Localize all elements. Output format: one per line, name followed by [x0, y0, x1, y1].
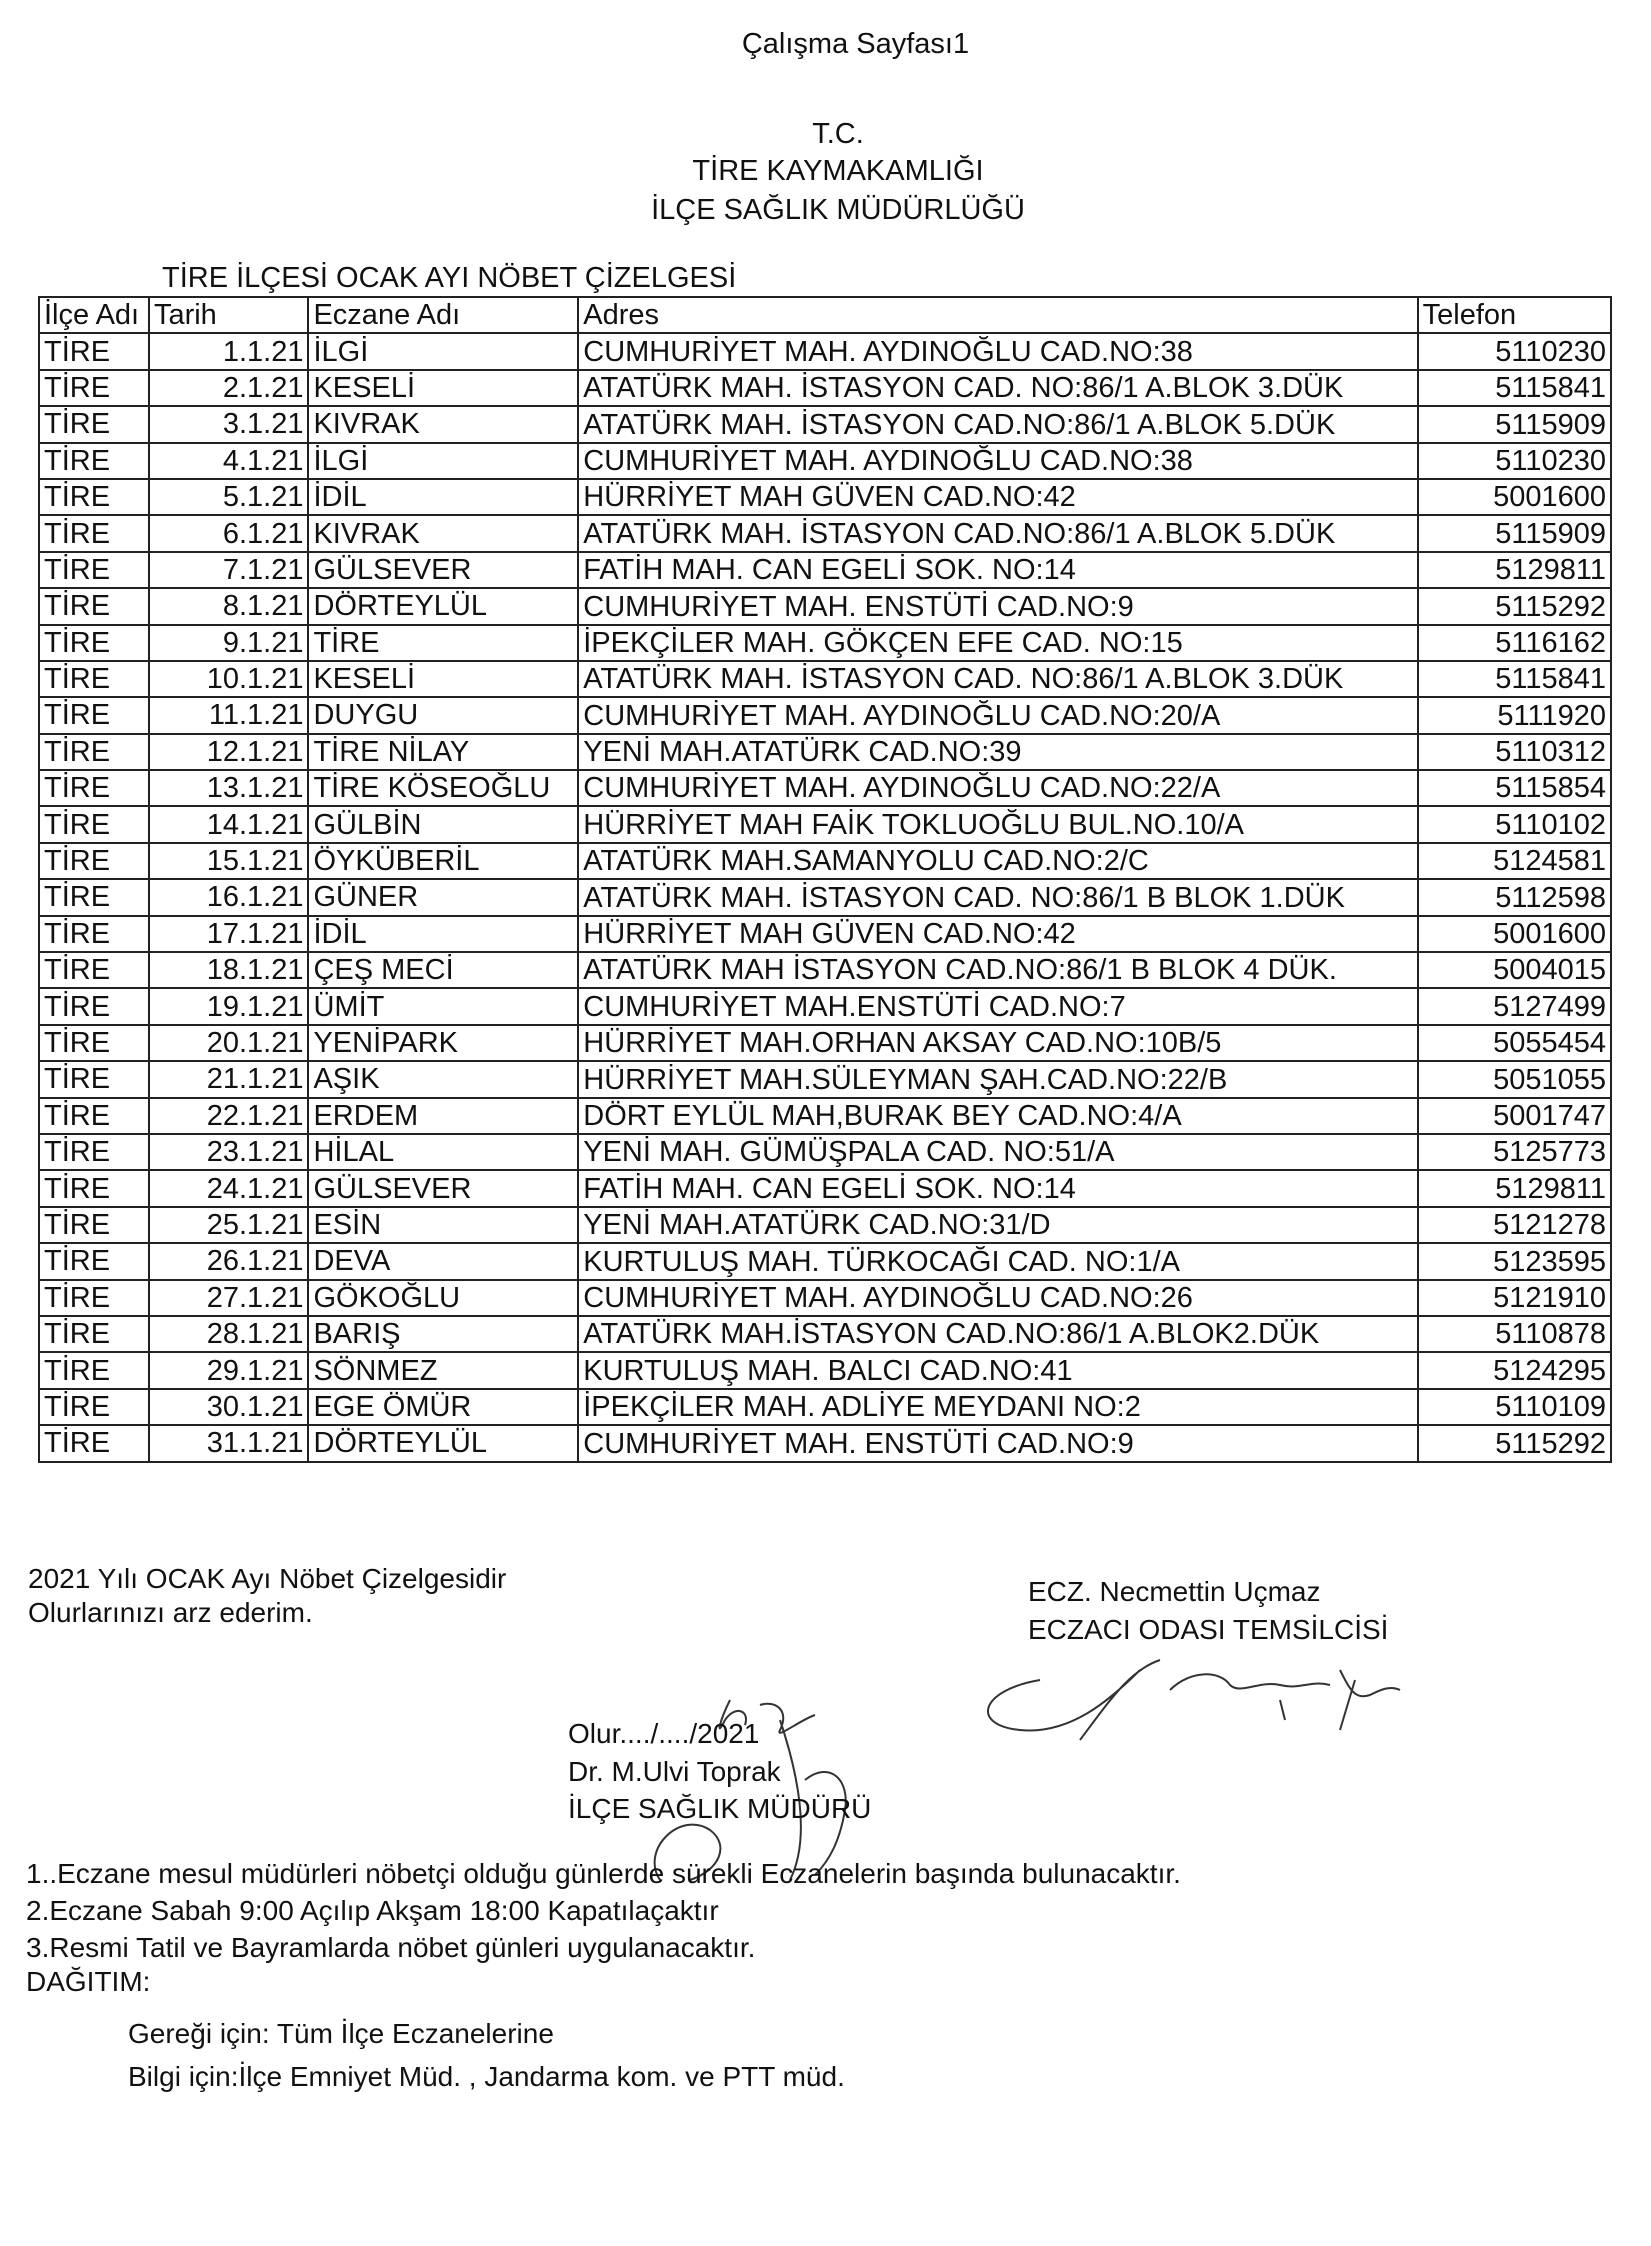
district-cell: TİRE	[39, 1316, 149, 1352]
table-row	[39, 1389, 1611, 1425]
phone-cell: 5115841	[1418, 661, 1611, 697]
date-cell: 24.1.21	[149, 1170, 309, 1206]
address-cell: ATATÜRK MAH. İSTASYON CAD.NO:86/1 A.BLOK 5.DÜK	[578, 515, 1417, 551]
address-cell: CUMHURİYET MAH. AYDINOĞLU CAD.NO:38	[578, 443, 1417, 479]
address-cell: KURTULUŞ MAH. TÜRKOCAĞI CAD. NO:1/A	[578, 1243, 1417, 1279]
phone-cell: 5111920	[1418, 697, 1611, 733]
pharmacy-cell: YENİPARK	[308, 1025, 578, 1061]
table-row	[39, 734, 1611, 770]
phone-cell: 5115909	[1418, 406, 1611, 442]
date-cell: 4.1.21	[149, 443, 309, 479]
table-row	[39, 952, 1611, 988]
phone-cell: 5110109	[1418, 1389, 1611, 1425]
pharmacy-cell: BARIŞ	[308, 1316, 578, 1352]
table-title: TİRE İLÇESİ OCAK AYI NÖBET ÇİZELGESİ	[162, 262, 737, 294]
district-cell: TİRE	[39, 1134, 149, 1170]
table-row	[39, 515, 1611, 551]
date-cell: 8.1.21	[149, 588, 309, 624]
address-cell: HÜRRİYET MAH GÜVEN CAD.NO:42	[578, 479, 1417, 515]
district-cell: TİRE	[39, 661, 149, 697]
date-cell: 15.1.21	[149, 843, 309, 879]
address-cell: KURTULUŞ MAH. BALCI CAD.NO:41	[578, 1352, 1417, 1388]
pharmacy-cell: İDİL	[308, 479, 578, 515]
district-cell: TİRE	[39, 1243, 149, 1279]
district-cell: TİRE	[39, 1425, 149, 1461]
phone-cell: 5110230	[1418, 443, 1611, 479]
table-row	[39, 588, 1611, 624]
pharmacy-cell: GÜLBİN	[308, 806, 578, 842]
date-cell: 11.1.21	[149, 697, 309, 733]
pharmacy-cell: İDİL	[308, 916, 578, 952]
district-cell: TİRE	[39, 806, 149, 842]
sheet-title: Çalışma Sayfası1	[741, 28, 970, 60]
pharmacy-cell: ESİN	[308, 1207, 578, 1243]
rule-1: 1..Eczane mesul müdürleri nöbetçi olduğu günlerde sürekli Eczanelerin başında bulunacaktır.	[26, 1858, 1181, 1889]
phone-cell: 5129811	[1418, 552, 1611, 588]
district-cell: TİRE	[39, 1025, 149, 1061]
district-cell: TİRE	[39, 952, 149, 988]
table-row	[39, 370, 1611, 406]
table-row	[39, 806, 1611, 842]
date-cell: 17.1.21	[149, 916, 309, 952]
address-cell: CUMHURİYET MAH. ENSTÜTİ CAD.NO:9	[578, 588, 1417, 624]
table-row	[39, 406, 1611, 442]
table-row	[39, 1098, 1611, 1134]
district-cell: TİRE	[39, 1061, 149, 1097]
phone-cell: 5004015	[1418, 952, 1611, 988]
approval-line: Olur..../..../2021	[568, 1718, 760, 1749]
pharmacy-cell: TİRE	[308, 625, 578, 661]
approval-doctor-title: İLÇE SAĞLIK MÜDÜRÜ	[568, 1793, 872, 1824]
address-cell: CUMHURİYET MAH. AYDINOĞLU CAD.NO:26	[578, 1280, 1417, 1316]
pharmacy-cell: GÜLSEVER	[308, 552, 578, 588]
phone-cell: 5121278	[1418, 1207, 1611, 1243]
date-cell: 12.1.21	[149, 734, 309, 770]
pharmacy-cell: GÖKOĞLU	[308, 1280, 578, 1316]
address-cell: CUMHURİYET MAH. AYDINOĞLU CAD.NO:20/A	[578, 697, 1417, 733]
district-cell: TİRE	[39, 1098, 149, 1134]
table-row	[39, 333, 1611, 369]
header-line-2: TİRE KAYMAKAMLIĞI	[692, 155, 984, 187]
table-row	[39, 552, 1611, 588]
district-cell: TİRE	[39, 1389, 149, 1425]
phone-cell: 5055454	[1418, 1025, 1611, 1061]
phone-cell: 5124581	[1418, 843, 1611, 879]
address-cell: ATATÜRK MAH. İSTASYON CAD. NO:86/1 B BLOK 1.DÜK	[578, 879, 1417, 915]
rule-3: 3.Resmi Tatil ve Bayramlarda nöbet günleri uygulanacaktır.	[26, 1932, 756, 1963]
address-cell: ATATÜRK MAH.SAMANYOLU CAD.NO:2/C	[578, 843, 1417, 879]
pharmacy-cell: TİRE NİLAY	[308, 734, 578, 770]
district-cell: TİRE	[39, 1352, 149, 1388]
duty-schedule-table	[38, 296, 1612, 1463]
address-cell: İPEKÇİLER MAH. ADLİYE MEYDANI NO:2	[578, 1389, 1417, 1425]
header-line-1: T.C.	[812, 118, 864, 150]
date-cell: 30.1.21	[149, 1389, 309, 1425]
district-cell: TİRE	[39, 588, 149, 624]
district-cell: TİRE	[39, 1170, 149, 1206]
address-cell: İPEKÇİLER MAH. GÖKÇEN EFE CAD. NO:15	[578, 625, 1417, 661]
table-row	[39, 1352, 1611, 1388]
pharmacy-cell: KIVRAK	[308, 515, 578, 551]
district-cell: TİRE	[39, 916, 149, 952]
date-cell: 13.1.21	[149, 770, 309, 806]
date-cell: 18.1.21	[149, 952, 309, 988]
district-cell: TİRE	[39, 770, 149, 806]
pharmacy-cell: İLGİ	[308, 333, 578, 369]
table-row	[39, 988, 1611, 1024]
column-header-phone: Telefon	[1418, 297, 1611, 333]
date-cell: 10.1.21	[149, 661, 309, 697]
pharmacy-cell: AŞIK	[308, 1061, 578, 1097]
date-cell: 29.1.21	[149, 1352, 309, 1388]
table-row	[39, 443, 1611, 479]
date-cell: 1.1.21	[149, 333, 309, 369]
district-cell: TİRE	[39, 879, 149, 915]
district-cell: TİRE	[39, 370, 149, 406]
pharmacy-cell: KIVRAK	[308, 406, 578, 442]
phone-cell: 5123595	[1418, 1243, 1611, 1279]
distribution-line-1: Gereği için: Tüm İlçe Eczanelerine	[128, 2018, 554, 2049]
district-cell: TİRE	[39, 406, 149, 442]
district-cell: TİRE	[39, 1207, 149, 1243]
pharmacy-cell: SÖNMEZ	[308, 1352, 578, 1388]
date-cell: 3.1.21	[149, 406, 309, 442]
table-header-row	[39, 297, 1611, 333]
table-row	[39, 697, 1611, 733]
table-row	[39, 625, 1611, 661]
district-cell: TİRE	[39, 333, 149, 369]
table-row	[39, 1025, 1611, 1061]
address-cell: HÜRRİYET MAH GÜVEN CAD.NO:42	[578, 916, 1417, 952]
date-cell: 20.1.21	[149, 1025, 309, 1061]
district-cell: TİRE	[39, 625, 149, 661]
date-cell: 22.1.21	[149, 1098, 309, 1134]
district-cell: TİRE	[39, 515, 149, 551]
district-cell: TİRE	[39, 734, 149, 770]
pharmacy-cell: EGE ÖMÜR	[308, 1389, 578, 1425]
address-cell: ATATÜRK MAH.İSTASYON CAD.NO:86/1 A.BLOK2.DÜK	[578, 1316, 1417, 1352]
table-row	[39, 1425, 1611, 1461]
signatory-name: ECZ. Necmettin Uçmaz	[1028, 1576, 1321, 1607]
table-row	[39, 770, 1611, 806]
phone-cell: 5121910	[1418, 1280, 1611, 1316]
district-cell: TİRE	[39, 479, 149, 515]
phone-cell: 5112598	[1418, 879, 1611, 915]
phone-cell: 5125773	[1418, 1134, 1611, 1170]
date-cell: 26.1.21	[149, 1243, 309, 1279]
address-cell: ATATÜRK MAH. İSTASYON CAD. NO:86/1 A.BLOK 3.DÜK	[578, 661, 1417, 697]
table-row	[39, 1280, 1611, 1316]
pharmacy-cell: DÖRTEYLÜL	[308, 1425, 578, 1461]
phone-cell: 5051055	[1418, 1061, 1611, 1097]
table-body	[39, 333, 1611, 1461]
pharmacy-cell: DEVA	[308, 1243, 578, 1279]
address-cell: CUMHURİYET MAH. AYDINOĞLU CAD.NO:38	[578, 333, 1417, 369]
phone-cell: 5110312	[1418, 734, 1611, 770]
distribution-heading: DAĞITIM:	[26, 1966, 151, 1997]
date-cell: 21.1.21	[149, 1061, 309, 1097]
table-row	[39, 1061, 1611, 1097]
signatory-title: ECZACI ODASI TEMSİLCİSİ	[1028, 1614, 1389, 1645]
date-cell: 5.1.21	[149, 479, 309, 515]
phone-cell: 5129811	[1418, 1170, 1611, 1206]
pharmacy-cell: DÖRTEYLÜL	[308, 588, 578, 624]
address-cell: HÜRRİYET MAH.SÜLEYMAN ŞAH.CAD.NO:22/B	[578, 1061, 1417, 1097]
phone-cell: 5110878	[1418, 1316, 1611, 1352]
phone-cell: 5127499	[1418, 988, 1611, 1024]
date-cell: 16.1.21	[149, 879, 309, 915]
pharmacy-cell: ÖYKÜBERİL	[308, 843, 578, 879]
approval-doctor-name: Dr. M.Ulvi Toprak	[568, 1756, 781, 1787]
table-row	[39, 1316, 1611, 1352]
date-cell: 31.1.21	[149, 1425, 309, 1461]
phone-cell: 5116162	[1418, 625, 1611, 661]
date-cell: 9.1.21	[149, 625, 309, 661]
district-cell: TİRE	[39, 843, 149, 879]
column-header-address: Adres	[578, 297, 1417, 333]
pharmacy-cell: ERDEM	[308, 1098, 578, 1134]
table-row	[39, 1170, 1611, 1206]
pharmacy-cell: ÇEŞ MECİ	[308, 952, 578, 988]
date-cell: 7.1.21	[149, 552, 309, 588]
column-header-date: Tarih	[149, 297, 309, 333]
table-row	[39, 1134, 1611, 1170]
column-header-district: İlçe Adı	[39, 297, 149, 333]
phone-cell: 5115841	[1418, 370, 1611, 406]
district-cell: TİRE	[39, 988, 149, 1024]
pharmacy-cell: DUYGU	[308, 697, 578, 733]
date-cell: 27.1.21	[149, 1280, 309, 1316]
pharmacy-cell: GÜLSEVER	[308, 1170, 578, 1206]
date-cell: 28.1.21	[149, 1316, 309, 1352]
district-cell: TİRE	[39, 552, 149, 588]
note-line-2: Olurlarınızı arz ederim.	[28, 1597, 313, 1628]
table-row	[39, 1207, 1611, 1243]
address-cell: CUMHURİYET MAH. ENSTÜTİ CAD.NO:9	[578, 1425, 1417, 1461]
pharmacy-cell: İLGİ	[308, 443, 578, 479]
phone-cell: 5124295	[1418, 1352, 1611, 1388]
address-cell: FATİH MAH. CAN EGELİ SOK. NO:14	[578, 552, 1417, 588]
handwritten-signature	[960, 1640, 1420, 1750]
date-cell: 25.1.21	[149, 1207, 309, 1243]
district-cell: TİRE	[39, 443, 149, 479]
table-row	[39, 661, 1611, 697]
pharmacy-cell: TİRE KÖSEOĞLU	[308, 770, 578, 806]
phone-cell: 5115909	[1418, 515, 1611, 551]
phone-cell: 5115292	[1418, 1425, 1611, 1461]
address-cell: CUMHURİYET MAH.ENSTÜTİ CAD.NO:7	[578, 988, 1417, 1024]
table-row	[39, 479, 1611, 515]
note-line-1: 2021 Yılı OCAK Ayı Nöbet Çizelgesidir	[28, 1563, 507, 1594]
address-cell: CUMHURİYET MAH. AYDINOĞLU CAD.NO:22/A	[578, 770, 1417, 806]
phone-cell: 5001600	[1418, 916, 1611, 952]
pharmacy-cell: HİLAL	[308, 1134, 578, 1170]
address-cell: ATATÜRK MAH. İSTASYON CAD.NO:86/1 A.BLOK 5.DÜK	[578, 406, 1417, 442]
distribution-line-2: Bilgi için:İlçe Emniyet Müd. , Jandarma kom. ve PTT müd.	[128, 2061, 845, 2092]
phone-cell: 5001600	[1418, 479, 1611, 515]
table-row	[39, 916, 1611, 952]
address-cell: FATİH MAH. CAN EGELİ SOK. NO:14	[578, 1170, 1417, 1206]
address-cell: ATATÜRK MAH. İSTASYON CAD. NO:86/1 A.BLOK 3.DÜK	[578, 370, 1417, 406]
phone-cell: 5115854	[1418, 770, 1611, 806]
rule-2: 2.Eczane Sabah 9:00 Açılıp Akşam 18:00 Kapatılaçaktır	[26, 1895, 719, 1926]
date-cell: 6.1.21	[149, 515, 309, 551]
address-cell: ATATÜRK MAH İSTASYON CAD.NO:86/1 B BLOK 4 DÜK.	[578, 952, 1417, 988]
table-row	[39, 1243, 1611, 1279]
date-cell: 14.1.21	[149, 806, 309, 842]
pharmacy-cell: GÜNER	[308, 879, 578, 915]
address-cell: HÜRRİYET MAH.ORHAN AKSAY CAD.NO:10B/5	[578, 1025, 1417, 1061]
date-cell: 23.1.21	[149, 1134, 309, 1170]
address-cell: YENİ MAH.ATATÜRK CAD.NO:39	[578, 734, 1417, 770]
date-cell: 19.1.21	[149, 988, 309, 1024]
header-line-3: İLÇE SAĞLIK MÜDÜRLÜĞÜ	[651, 194, 1025, 226]
address-cell: DÖRT EYLÜL MAH,BURAK BEY CAD.NO:4/A	[578, 1098, 1417, 1134]
column-header-pharmacy: Eczane Adı	[308, 297, 578, 333]
address-cell: YENİ MAH.ATATÜRK CAD.NO:31/D	[578, 1207, 1417, 1243]
district-cell: TİRE	[39, 697, 149, 733]
pharmacy-cell: KESELİ	[308, 661, 578, 697]
table-row	[39, 879, 1611, 915]
phone-cell: 5115292	[1418, 588, 1611, 624]
pharmacy-cell: ÜMİT	[308, 988, 578, 1024]
phone-cell: 5110230	[1418, 333, 1611, 369]
address-cell: HÜRRİYET MAH FAİK TOKLUOĞLU BUL.NO.10/A	[578, 806, 1417, 842]
date-cell: 2.1.21	[149, 370, 309, 406]
phone-cell: 5001747	[1418, 1098, 1611, 1134]
table-row	[39, 843, 1611, 879]
address-cell: YENİ MAH. GÜMÜŞPALA CAD. NO:51/A	[578, 1134, 1417, 1170]
pharmacy-cell: KESELİ	[308, 370, 578, 406]
phone-cell: 5110102	[1418, 806, 1611, 842]
district-cell: TİRE	[39, 1280, 149, 1316]
